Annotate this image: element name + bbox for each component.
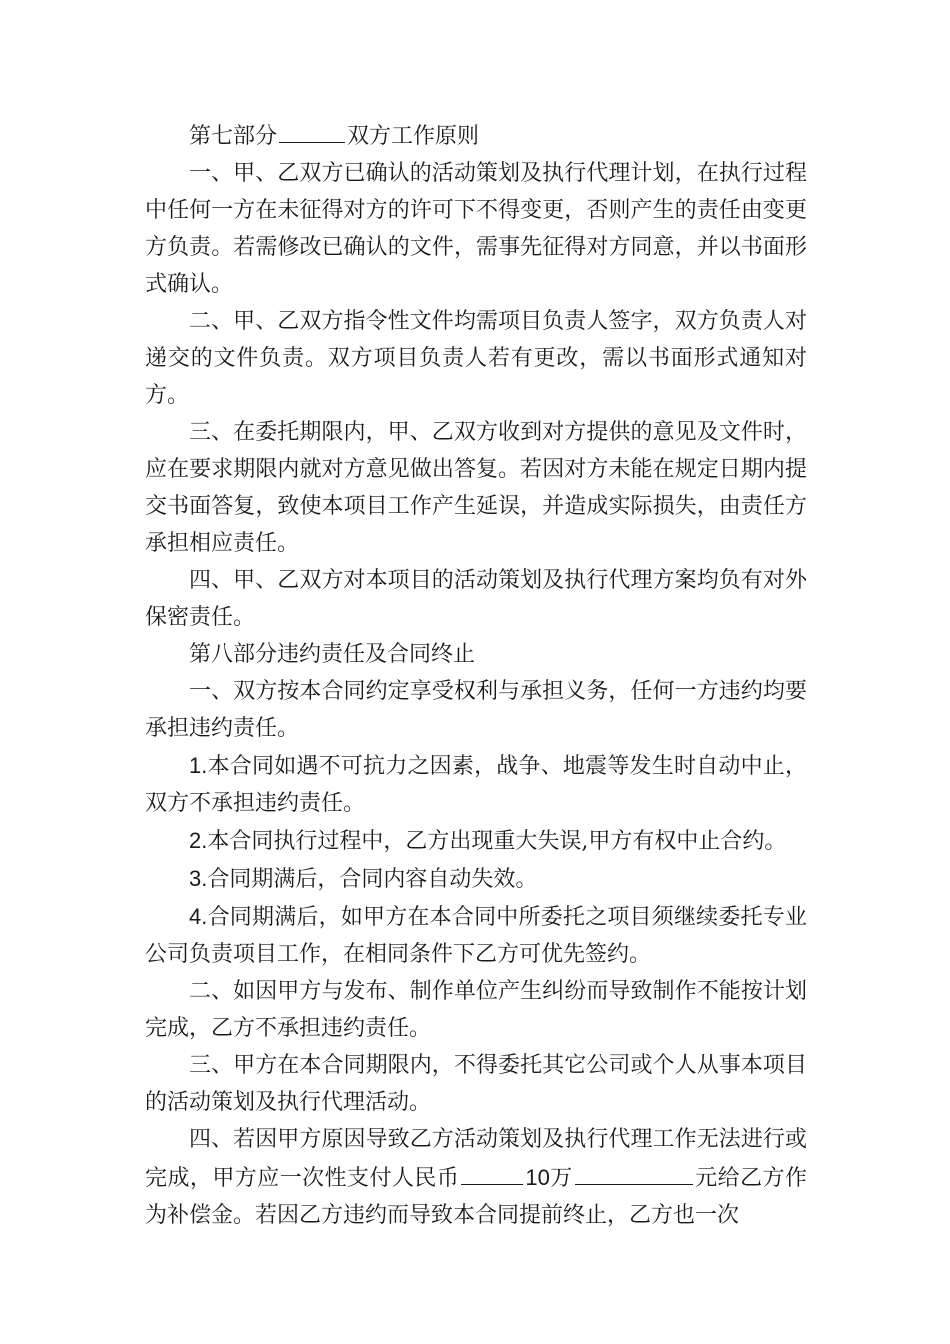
item4-text-1: 四、若因甲方原因导致乙方活动策划及执行代理工作无法进行或完成，甲方应一次性支付人民币 [145,1127,807,1191]
sub-item-text: 合同期满后，合同内容自动失效。 [207,867,538,892]
sub-item-number: 1. [189,753,208,778]
section8-sub-item-4 [145,898,807,973]
section8-heading: 第八部分违约责任及合同终止 [189,642,476,667]
section8-sub-item-1 [145,747,807,822]
heading-blank [279,116,345,143]
section7-item-3: 三、在委托期限内，甲、乙双方收到对方提供的意见及文件时，应在要求期限内就对方意见做出答复。若因对方未能在规定日期内提交书面答复，致使本项目工作产生延误，并造成实际损失，由责任方承担相应责任。 [145,420,807,556]
section8-sub-item-2 [145,822,807,860]
item4-text-2: 元给乙方作为补偿金。若因乙方违约而导致本合同提前终止，乙方也一次 [145,1166,807,1228]
section8-sub-item-3 [145,860,807,898]
section7-heading-prefix: 第七部分 [189,124,278,149]
section8-item-2: 二、如因甲方与发布、制作单位产生纠纷而导致制作不能按计划完成，乙方不承担违约责任。 [145,979,807,1041]
sub-item-text: 合同期满后，如甲方在本合同中所委托之项目须继续委托专业公司负责项目工作，在相同条件下乙方可优先签约。 [145,905,807,967]
sub-item-number: 3. [189,866,208,891]
section7-item-1: 一、甲、乙双方已确认的活动策划及执行代理计划，在执行过程中任何一方在未征得对方的许可下不得变更，否则产生的责任由变更方负责。若需修改已确认的文件，需事先征得对方同意，并以书面形式确认。 [145,161,807,297]
section8-item-1: 一、双方按本合同约定享受权利与承担义务，任何一方违约均要承担违约责任。 [145,679,807,741]
section7-item-2: 二、甲、乙双方指令性文件均需项目负责人签字，双方负责人对递交的文件负责。双方项目负责人若有更改，需以书面形式通知对方。 [145,309,807,408]
sub-item-number: 4. [189,904,208,929]
amount-blank-trailing [575,1158,693,1185]
sub-item-text: 本合同如遇不可抗力之因素，战争、地震等发生时自动中止，双方不承担违约责任。 [145,754,807,816]
item4-unit: 万 [549,1166,573,1191]
compensation-amount: 10 [525,1165,550,1190]
amount-blank-leading [461,1158,523,1185]
section8-item-4 [145,1121,807,1234]
section7-heading [145,116,807,155]
section7-heading-suffix: 双方工作原则 [347,124,480,149]
section8-item-3: 三、甲方在本合同期限内，不得委托其它公司或个人从事本项目的活动策划及执行代理活动。 [145,1053,807,1115]
sub-item-text: 本合同执行过程中，乙方出现重大失误,甲方有权中止合约。 [207,829,787,854]
sub-item-number: 2. [189,828,208,853]
document-body [145,116,807,1234]
section7-item-4: 四、甲、乙双方对本项目的活动策划及执行代理方案均负有对外保密责任。 [145,568,807,630]
